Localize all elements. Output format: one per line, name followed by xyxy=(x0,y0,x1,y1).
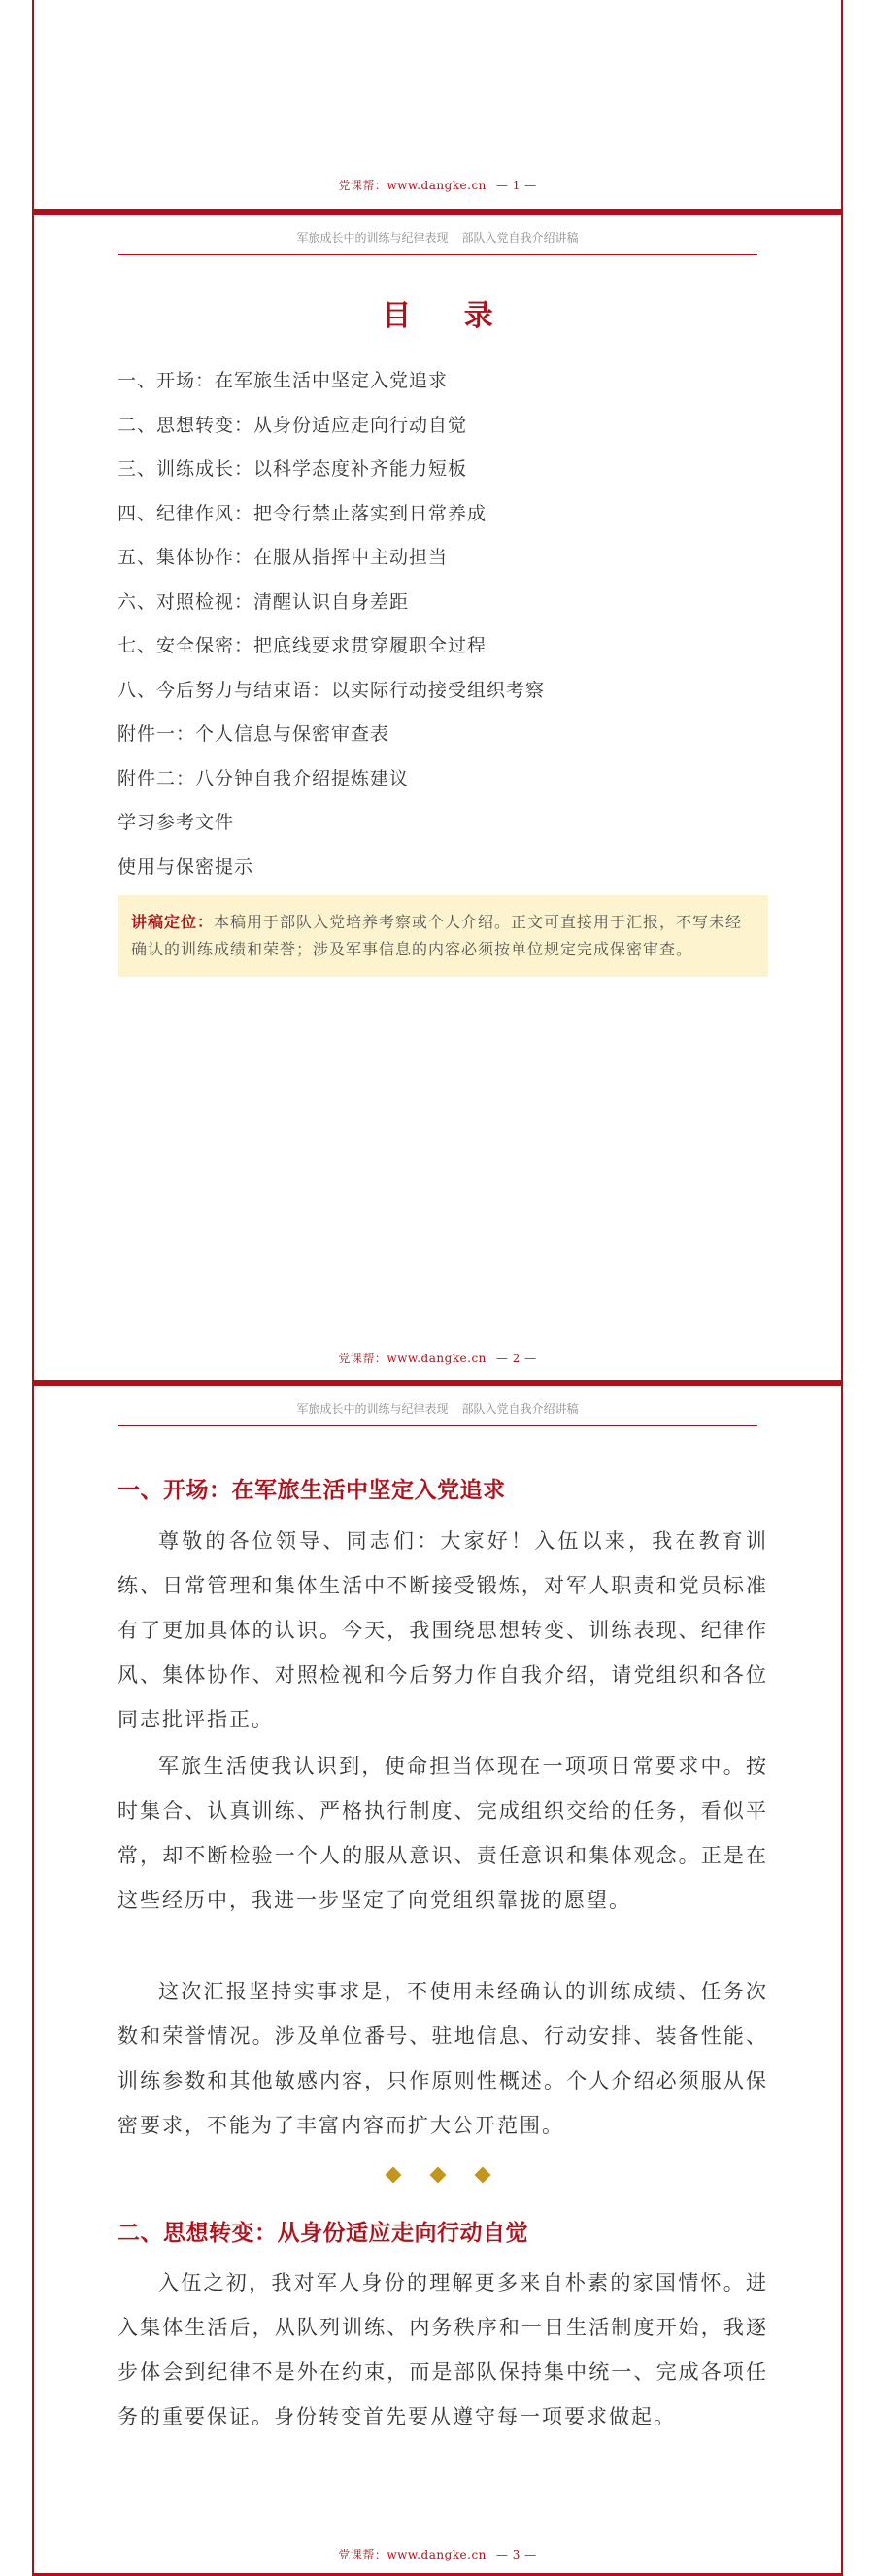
toc-item: 八、今后努力与结束语：以实际行动接受组织考察 xyxy=(118,679,546,701)
section-heading: 一、开场：在军旅生活中坚定入党追求 xyxy=(118,1477,506,1503)
page-top-rule xyxy=(34,212,841,215)
toc-item: 四、纪律作风：把令行禁止落实到日常养成 xyxy=(118,502,487,524)
body-paragraph: 这次汇报坚持实事求是，不使用未经确认的训练成绩、任务次数和荣誉情况。涉及单位番号、驻地信息、行动安排、装备性能、训练参数和其他敏感内容，只作原则性概述。个人介绍必须服从保密要求，不能为了丰富内容而扩大公开范围。 xyxy=(118,1980,768,2137)
note-label: 讲稿定位： xyxy=(131,913,215,931)
running-head xyxy=(118,229,757,255)
running-head-left: 军旅成长中的训练与纪律表现 xyxy=(296,231,449,245)
footer-site: 党课帮：www.dangke.cn xyxy=(338,1352,487,1365)
footer-site: 党课帮：www.dangke.cn xyxy=(338,2548,487,2561)
toc-title: 目 录 xyxy=(382,299,515,333)
page-footer xyxy=(34,1350,841,1366)
toc-item: 二、思想转变：从身份适应走向行动自觉 xyxy=(118,414,468,436)
body-paragraph: 尊敬的各位领导、同志们：大家好！入伍以来，我在教育训练、日常管理和集体生活中不断接受锻炼，对军人职责和党员标准有了更加具体的认识。今天，我围绕思想转变、训练表现、纪律作风、集体协作、对照检视和今后努力作自我介绍，请党组织和各位同志批评指正。 xyxy=(118,1529,768,1731)
toc-item: 学习参考文件 xyxy=(118,812,235,833)
note-text: 本稿用于部队入党培养考察或个人介绍。正文可直接用于汇报，不写未经确认的训练成绩和荣誉；涉及军事信息的内容必须按单位规定完成保密审查。 xyxy=(131,913,743,958)
toc-list xyxy=(118,359,545,889)
running-head xyxy=(118,1400,757,1426)
diamond-icon xyxy=(474,2167,490,2184)
toc-item: 附件二：八分钟自我介绍提炼建议 xyxy=(118,767,410,789)
diamond-icon xyxy=(385,2167,401,2184)
toc-item: 七、安全保密：把底线要求贯穿履职全过程 xyxy=(118,635,487,656)
running-head-right: 部队入党自我介绍讲稿 xyxy=(461,231,579,245)
body-paragraph: 军旅生活使我认识到，使命担当体现在一项项日常要求中。按时集合、认真训练、严格执行制度、完成组织交给的任务，看似平常，却不断检验一个人的服从意识、责任意识和集体观念。正是在这些经历中，我进一步坚定了向党组织靠拢的愿望。 xyxy=(118,1755,768,1912)
section-divider xyxy=(34,2166,841,2185)
page-3 xyxy=(32,1383,843,2576)
footer-page-number: — 3 — xyxy=(495,2548,537,2561)
toc-item: 附件一：个人信息与保密审查表 xyxy=(118,723,390,745)
toc-item: 使用与保密提示 xyxy=(118,855,254,878)
running-head-left: 军旅成长中的训练与纪律表现 xyxy=(296,1402,449,1416)
page-footer xyxy=(34,2546,841,2562)
page-top-rule xyxy=(34,1383,841,1386)
note-box xyxy=(118,895,768,977)
page-2 xyxy=(32,212,843,1383)
running-head-right: 部队入党自我介绍讲稿 xyxy=(461,1402,579,1416)
toc-item: 六、对照检视：清醒认识自身差距 xyxy=(118,590,410,613)
toc-item: 五、集体协作：在服从指挥中主动担当 xyxy=(118,547,449,568)
footer-site: 党课帮：www.dangke.cn xyxy=(338,179,487,192)
body-paragraph: 入伍之初，我对军人身份的理解更多来自朴素的家国情怀。进入集体生活后，从队列训练、内务秩序和一日生活制度开始，我逐步体会到纪律不是外在约束，而是部队保持集中统一、完成各项任务的重要保证。身份转变首先要从遵守每一项要求做起。 xyxy=(118,2271,768,2428)
diamond-icon xyxy=(429,2167,446,2184)
toc-item: 一、开场：在军旅生活中坚定入党追求 xyxy=(118,370,449,391)
footer-page-number: — 2 — xyxy=(495,1352,537,1365)
page-1 xyxy=(32,0,843,212)
section-heading: 二、思想转变：从身份适应走向行动自觉 xyxy=(118,2220,528,2246)
toc-item: 三、训练成长：以科学态度补齐能力短板 xyxy=(118,458,468,480)
page-footer xyxy=(34,177,841,193)
footer-page-number: — 1 — xyxy=(495,179,537,192)
